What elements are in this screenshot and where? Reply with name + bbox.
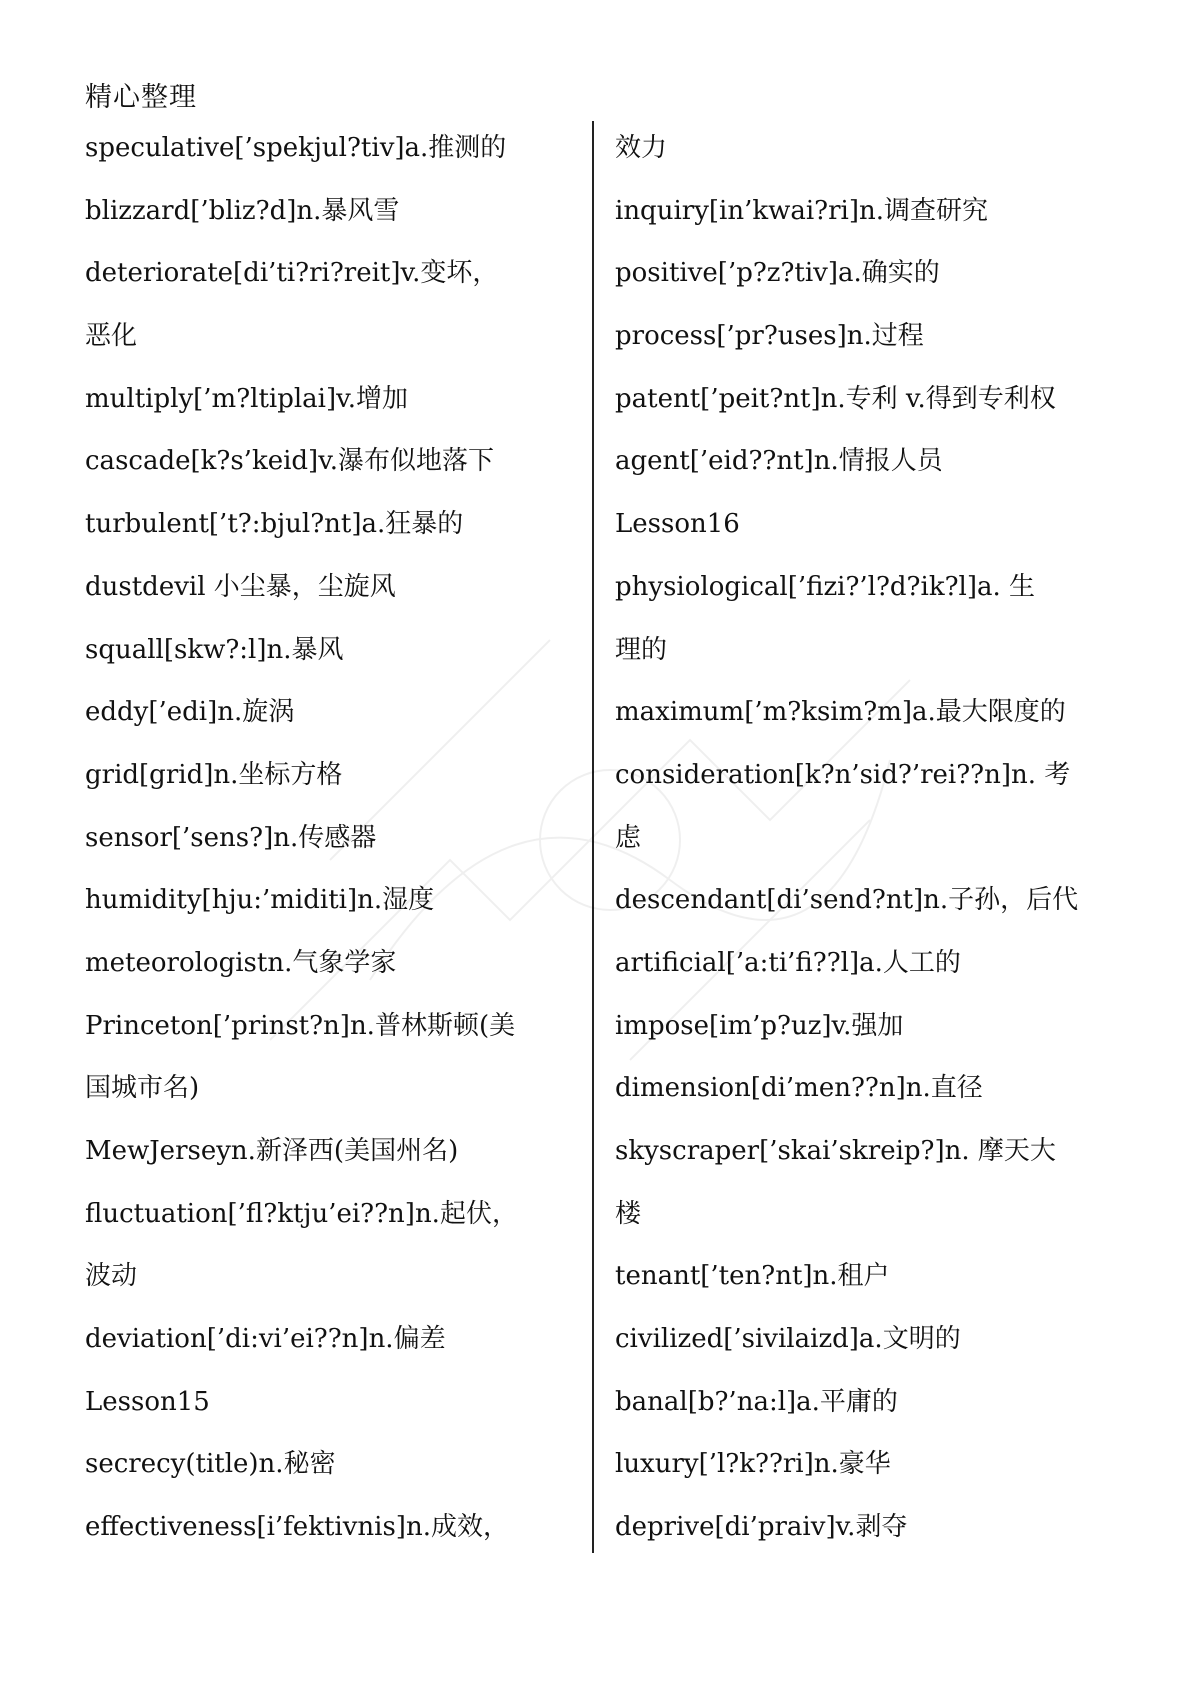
vocab-line: 楼 (615, 1198, 642, 1229)
lesson-heading: Lesson16 (615, 509, 740, 540)
vocab-line: meteorologistn.气象学家 (85, 947, 397, 978)
vocab-line: 国城市名) (85, 1073, 200, 1104)
vocab-line: humidity[hju:’miditi]n.湿度 (85, 885, 435, 916)
lesson-heading: Lesson15 (85, 1386, 210, 1417)
vocab-line: dustdevil 小尘暴，尘旋风 (85, 571, 396, 602)
vocab-line: maximum[’m?ksim?m]a.最大限度的 (615, 697, 1066, 728)
vocab-line: 恶化 (85, 321, 138, 352)
vocab-line: consideration[k?n’sid?’rei??n]n. 考 (615, 759, 1071, 790)
vocab-line: deprive[di’praiv]v.剥夺 (615, 1512, 908, 1543)
vocab-line: artificial[’a:ti’fi??l]a.人工的 (615, 947, 961, 978)
vocab-line: patent[’peit?nt]n.专利 v.得到专利权 (615, 383, 1056, 414)
vocab-line: multiply[’m?ltiplai]v.增加 (85, 383, 408, 414)
vocab-line: eddy[’edi]n.旋涡 (85, 697, 295, 728)
vocab-line: 效力 (615, 133, 668, 163)
page-title: 精心整理 (85, 82, 197, 113)
vocab-line: sensor[’sens?]n.传感器 (85, 822, 377, 853)
vocab-line: tenant[’ten?nt]n.租户 (615, 1261, 890, 1292)
vocab-line: turbulent[’t?:bjul?nt]a.狂暴的 (85, 509, 464, 540)
left-column (85, 117, 585, 1559)
vocab-line: Princeton[’prinst?n]n.普林斯顿(美 (85, 1010, 516, 1041)
vocab-line: deviation[’di:vi’ei??n]n.偏差 (85, 1324, 446, 1355)
vocab-line: speculative[’spekjul?tiv]a.推测的 (85, 133, 507, 163)
vocab-line: fluctuation[’fl?ktju’ei??n]n.起伏， (85, 1198, 518, 1229)
vocab-line: grid[grid]n.坐标方格 (85, 759, 343, 790)
vocab-line: agent[’eid??nt]n.情报人员 (615, 446, 943, 477)
vocab-line: civilized[’sivilaizd]a.文明的 (615, 1324, 961, 1355)
vocab-line: dimension[di’men??n]n.直径 (615, 1073, 983, 1104)
column-divider (592, 121, 594, 1553)
vocab-line: blizzard[’bliz?d]n.暴风雪 (85, 195, 400, 226)
vocab-line: 波动 (85, 1261, 138, 1292)
vocab-line: cascade[k?s’keid]v.瀑布似地落下 (85, 446, 495, 477)
vocab-line: process[’pr?uses]n.过程 (615, 321, 924, 352)
vocab-line: skyscraper[’skai’skreip?]n. 摩天大 (615, 1136, 1056, 1166)
vocab-line: 理的 (615, 634, 668, 665)
vocab-line: MewJerseyn.新泽西(美国州名) (85, 1136, 459, 1166)
vocab-line: positive[’p?z?tiv]a.确实的 (615, 258, 940, 289)
vocab-line: luxury[’l?k??ri]n.豪华 (615, 1449, 891, 1480)
vocab-line: secrecy(title)n.秘密 (85, 1449, 336, 1480)
right-column (615, 117, 1115, 1559)
vocab-line: squall[skw?:l]n.暴风 (85, 634, 344, 665)
vocab-line: 虑 (615, 822, 642, 853)
vocab-line: impose[im’p?uz]v.强加 (615, 1010, 904, 1041)
vocab-line: banal[b?’na:l]a.平庸的 (615, 1386, 898, 1417)
vocab-line: descendant[di’send?nt]n.子孙，后代 (615, 885, 1079, 916)
vocab-line: physiological[’fizi?’l?d?ik?l]a. 生 (615, 571, 1035, 602)
vocab-line: inquiry[in’kwai?ri]n.调查研究 (615, 195, 989, 226)
vocab-line: deteriorate[di’ti?ri?reit]v.变坏， (85, 258, 499, 289)
vocab-line: effectiveness[i’fektivnis]n.成效， (85, 1512, 509, 1543)
